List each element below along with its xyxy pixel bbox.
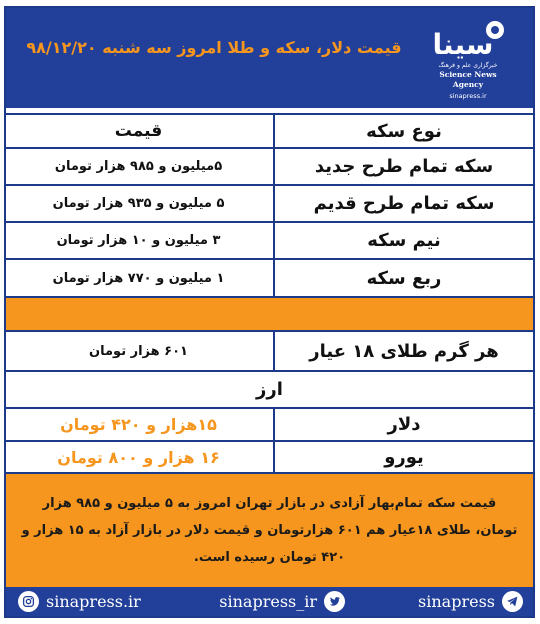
logo-subtitle: خبرگزاری علم و فرهنگ [438, 62, 498, 69]
instagram-icon [18, 591, 39, 612]
coin-name: سکه تمام طرح قدیم [273, 186, 533, 221]
logo-mark-text: سینا [432, 28, 494, 61]
currency-name: یورو [273, 442, 533, 472]
column-header-type: نوع سکه [273, 115, 533, 147]
table-row [6, 186, 533, 223]
gold-name: هر گرم طلای ۱۸ عیار [273, 332, 533, 370]
logo-english-name: Science News Agency [439, 70, 497, 89]
column-header-price: قیمت [114, 121, 163, 141]
agency-logo [423, 18, 513, 102]
currency-price: ۱۶ هزار و ۸۰۰ تومان [57, 447, 220, 467]
table-row [6, 149, 533, 186]
table-header-row [6, 113, 533, 149]
currency-section-row [6, 372, 533, 409]
infographic-frame [4, 6, 535, 618]
footer-bar [6, 587, 533, 616]
page-title: قیمت دلار، سکه و طلا امروز سه شنبه ۹۸/۱۲/۲۰ [26, 38, 402, 57]
table-row [6, 332, 533, 372]
coin-name: سکه تمام طرح جدید [273, 149, 533, 184]
separator-band [6, 298, 533, 332]
twitter-icon [324, 591, 345, 612]
coin-price: ۵ میلیون و ۹۳۵ هزار تومان [52, 196, 225, 211]
coin-price: ۵میلیون و ۹۸۵ هزار تومان [54, 159, 223, 174]
logo-url: sinapress.ir [449, 92, 487, 100]
table-row [6, 260, 533, 298]
coin-price: ۱ میلیون و ۷۷۰ هزار تومان [52, 270, 225, 286]
logo-mark-icon [423, 18, 513, 62]
instagram-label: sinapress.ir [46, 591, 141, 611]
gold-price: ۶۰۱ هزار تومان [89, 343, 188, 359]
summary-text: قیمت سکه تمام‌بهار آزادی در بازار تهران امروز به ۵ میلیون و ۹۸۵ هزار تومان، طلای ۱۸عیار هم ۶۰۱ هزارتومان و قیمت دلار در بازار آزاد به ۱۵ هزار و ۴۲۰ تومان رسیده است. [6, 474, 533, 587]
telegram-link[interactable] [418, 590, 523, 612]
header-banner [6, 8, 533, 108]
telegram-icon [502, 591, 523, 612]
currency-price: ۱۵هزار و ۴۲۰ تومان [60, 415, 217, 434]
table-row [6, 409, 533, 442]
currency-section-title: ارز [256, 379, 283, 400]
table-row [6, 442, 533, 474]
coin-price: ۳ میلیون و ۱۰ هزار تومان [56, 233, 221, 248]
coin-name: نیم سکه [273, 223, 533, 258]
telegram-label: sinapress [418, 591, 495, 611]
instagram-link[interactable] [18, 590, 141, 612]
currency-name: دلار [273, 409, 533, 440]
table-row [6, 223, 533, 260]
twitter-label: sinapress_ir [219, 591, 317, 611]
twitter-link[interactable] [219, 590, 345, 612]
coin-name: ربع سکه [273, 260, 533, 296]
